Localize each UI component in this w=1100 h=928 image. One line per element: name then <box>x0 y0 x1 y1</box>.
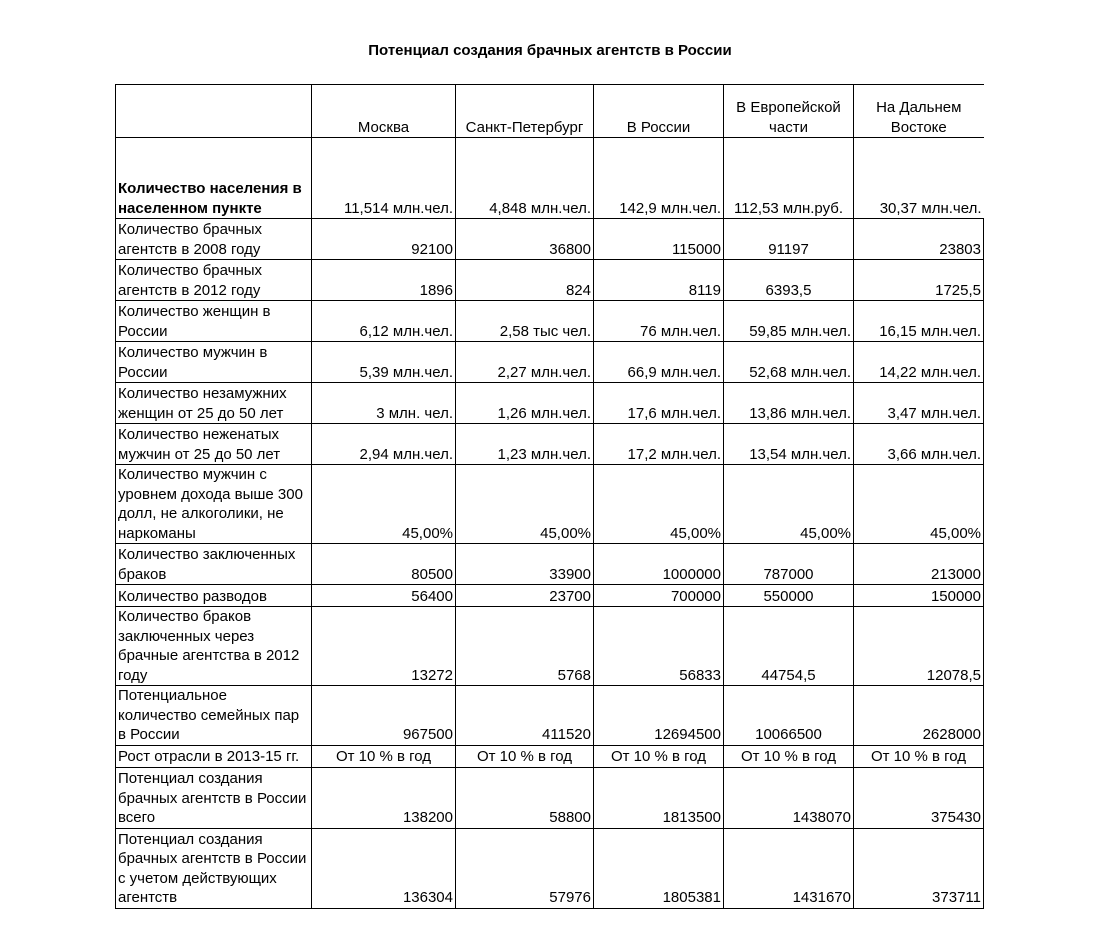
corner-cell <box>116 85 312 138</box>
table-row <box>116 828 984 908</box>
table-cell: 76 млн.чел. <box>594 301 724 342</box>
table-cell: 92100 <box>312 219 456 260</box>
table-cell: 5,39 млн.чел. <box>312 342 456 383</box>
table-cell: От 10 % в год <box>456 745 594 767</box>
table-row <box>116 138 984 219</box>
table-cell: 3,66 млн.чел. <box>854 424 984 465</box>
table-row <box>116 465 984 544</box>
table-cell: 44754,5 <box>724 607 854 686</box>
table-cell: 150000 <box>854 585 984 607</box>
table-cell: 142,9 млн.чел. <box>594 138 724 219</box>
row-label: Потенциальное количество семейных пар в России <box>116 686 312 746</box>
table-cell: 80500 <box>312 544 456 585</box>
table-cell: 787000 <box>724 544 854 585</box>
table-cell: 824 <box>456 260 594 301</box>
table-cell: 10066500 <box>724 686 854 746</box>
row-label: Потенциал создания брачных агентств в России всего <box>116 767 312 828</box>
column-header: Санкт-Петербург <box>456 85 594 138</box>
table-cell: 52,68 млн.чел. <box>724 342 854 383</box>
table-cell: От 10 % в год <box>312 745 456 767</box>
table-cell: 17,2 млн.чел. <box>594 424 724 465</box>
table-cell: 4,848 млн.чел. <box>456 138 594 219</box>
table-cell: 1805381 <box>594 828 724 908</box>
table-cell: 112,53 млн.руб. <box>724 138 854 219</box>
row-label: Количество женщин в России <box>116 301 312 342</box>
table-cell: 213000 <box>854 544 984 585</box>
row-label: Количество разводов <box>116 585 312 607</box>
row-label: Количество мужчин в России <box>116 342 312 383</box>
table-cell: 66,9 млн.чел. <box>594 342 724 383</box>
table-cell: 36800 <box>456 219 594 260</box>
table-row <box>116 424 984 465</box>
table-cell: 700000 <box>594 585 724 607</box>
document-title: Потенциал создания брачных агентств в России <box>368 42 732 59</box>
column-header: В Европейской части <box>724 85 854 138</box>
table-row <box>116 301 984 342</box>
table-cell: 56833 <box>594 607 724 686</box>
table-cell: 45,00% <box>854 465 984 544</box>
column-header: На Дальнем Востоке <box>854 85 984 138</box>
table-cell: 1000000 <box>594 544 724 585</box>
row-label: Количество незамужних женщин от 25 до 50 лет <box>116 383 312 424</box>
table-cell: От 10 % в год <box>594 745 724 767</box>
agency-potential-table <box>115 84 984 909</box>
table-cell: 13,54 млн.чел. <box>724 424 854 465</box>
row-label: Рост отрасли в 2013-15 гг. <box>116 745 312 767</box>
table-row <box>116 544 984 585</box>
table-cell: 2,94 млн.чел. <box>312 424 456 465</box>
table-cell: 138200 <box>312 767 456 828</box>
table-row <box>116 585 984 607</box>
table-cell: 1725,5 <box>854 260 984 301</box>
column-header: Москва <box>312 85 456 138</box>
table-cell: 3,47 млн.чел. <box>854 383 984 424</box>
table-cell: 550000 <box>724 585 854 607</box>
table-cell: 1813500 <box>594 767 724 828</box>
table-cell: 45,00% <box>594 465 724 544</box>
table-row <box>116 767 984 828</box>
table-cell: 6,12 млн.чел. <box>312 301 456 342</box>
table-cell: 45,00% <box>456 465 594 544</box>
table-cell: 2,58 тыс чел. <box>456 301 594 342</box>
table-row <box>116 686 984 746</box>
table-cell: 3 млн. чел. <box>312 383 456 424</box>
row-label: Количество браков заключенных через брачные агентства в 2012 году <box>116 607 312 686</box>
table-cell: От 10 % в год <box>724 745 854 767</box>
header-row <box>116 85 984 138</box>
table-cell: 8119 <box>594 260 724 301</box>
row-label: Количество брачных агентств в 2012 году <box>116 260 312 301</box>
row-label: Количество брачных агентств в 2008 году <box>116 219 312 260</box>
row-label: Количество населения в населенном пункте <box>116 138 312 219</box>
table-cell: 11,514 млн.чел. <box>312 138 456 219</box>
table-cell: 30,37 млн.чел. <box>854 138 984 219</box>
table-cell: 16,15 млн.чел. <box>854 301 984 342</box>
table-cell: 33900 <box>456 544 594 585</box>
row-label: Количество неженатых мужчин от 25 до 50 лет <box>116 424 312 465</box>
table-cell: 13,86 млн.чел. <box>724 383 854 424</box>
table-cell: 57976 <box>456 828 594 908</box>
table-cell: 45,00% <box>312 465 456 544</box>
table-cell: 14,22 млн.чел. <box>854 342 984 383</box>
table-cell: 1896 <box>312 260 456 301</box>
column-header: В России <box>594 85 724 138</box>
table-cell: 58800 <box>456 767 594 828</box>
table-cell: 23803 <box>854 219 984 260</box>
table-row <box>116 607 984 686</box>
table-cell: 91197 <box>724 219 854 260</box>
table-cell: 115000 <box>594 219 724 260</box>
table-cell: От 10 % в год <box>854 745 984 767</box>
table-cell: 12078,5 <box>854 607 984 686</box>
table-cell: 2,27 млн.чел. <box>456 342 594 383</box>
table-row <box>116 745 984 767</box>
row-label: Количество мужчин с уровнем дохода выше 300 долл, не алкоголики, не наркоманы <box>116 465 312 544</box>
table-cell: 2628000 <box>854 686 984 746</box>
row-label: Количество заключенных браков <box>116 544 312 585</box>
table-cell: 17,6 млн.чел. <box>594 383 724 424</box>
table-cell: 1431670 <box>724 828 854 908</box>
table-cell: 1,23 млн.чел. <box>456 424 594 465</box>
table-cell: 56400 <box>312 585 456 607</box>
table-cell: 375430 <box>854 767 984 828</box>
table-cell: 373711 <box>854 828 984 908</box>
table-row <box>116 342 984 383</box>
table-row <box>116 383 984 424</box>
table-row <box>116 260 984 301</box>
table-cell: 967500 <box>312 686 456 746</box>
table-cell: 5768 <box>456 607 594 686</box>
table-cell: 23700 <box>456 585 594 607</box>
table-cell: 1,26 млн.чел. <box>456 383 594 424</box>
table-cell: 13272 <box>312 607 456 686</box>
table-row <box>116 219 984 260</box>
row-label: Потенциал создания брачных агентств в России с учетом действующих агентств <box>116 828 312 908</box>
table-cell: 411520 <box>456 686 594 746</box>
table-cell: 6393,5 <box>724 260 854 301</box>
table-cell: 136304 <box>312 828 456 908</box>
table-cell: 12694500 <box>594 686 724 746</box>
table-cell: 1438070 <box>724 767 854 828</box>
table-cell: 45,00% <box>724 465 854 544</box>
table-cell: 59,85 млн.чел. <box>724 301 854 342</box>
